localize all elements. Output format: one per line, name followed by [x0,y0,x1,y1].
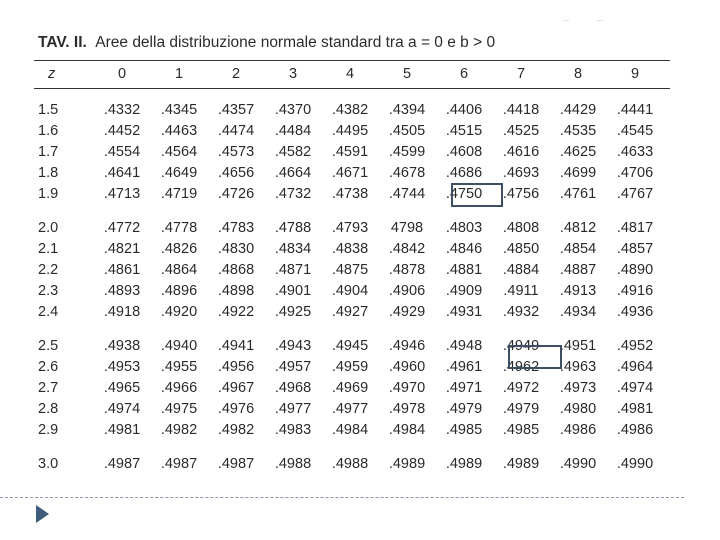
table-cell: .4977 [274,401,312,417]
column-header-8: 8 [573,66,583,82]
table-cell: .4974 [616,380,654,396]
z-value: 1.6 [38,123,59,139]
table-row [36,240,676,261]
table-cell: .4901 [274,283,312,299]
column-header-6: 6 [459,66,469,82]
table-cell: .4987 [103,456,141,472]
table-cell: .4881 [445,262,483,278]
table-cell: .4936 [616,304,654,320]
table-cell: .4984 [331,422,369,438]
table-cell: .4463 [160,123,198,139]
table-cell: .4949 [502,338,540,354]
table-cell: .4975 [160,401,198,417]
table-title-text: Aree della distribuzione normale standard tra a = 0 e b > 0 [95,34,496,51]
table-cell: .4783 [217,220,255,236]
table-cell: .4484 [274,123,312,139]
table-cell: .4966 [160,380,198,396]
table-row [36,455,676,476]
table-cell: .4706 [616,165,654,181]
table-cell: .4981 [103,422,141,438]
table-cell: .4951 [559,338,597,354]
z-value: 2.5 [38,338,59,354]
table-cell: .4970 [388,380,426,396]
table-cell: .4713 [103,186,141,202]
table-cell: .4345 [160,102,198,118]
table-cell: .4976 [217,401,255,417]
table-cell: .4983 [274,422,312,438]
table-cell: .4978 [388,401,426,417]
table-cell: .4564 [160,144,198,160]
table-cell: .4505 [388,123,426,139]
table-cell: .4973 [559,380,597,396]
table-cell: .4968 [274,380,312,396]
table-cell: .4967 [217,380,255,396]
table-cell: .4861 [103,262,141,278]
table-row [36,219,676,240]
table-cell: .4932 [502,304,540,320]
slide-divider-line [0,497,684,498]
table-cell: .4955 [160,359,198,375]
table-cell: .4772 [103,220,141,236]
table-cell: .4960 [388,359,426,375]
table-cell: .4406 [445,102,483,118]
table-cell: .4641 [103,165,141,181]
table-cell: .4726 [217,186,255,202]
table-cell: .4964 [616,359,654,375]
table-cell: .4875 [331,262,369,278]
table-cell: .4732 [274,186,312,202]
table-cell: .4943 [274,338,312,354]
table-cell: .4846 [445,241,483,257]
table-cell: .4850 [502,241,540,257]
table-cell: .4554 [103,144,141,160]
table-cell: .4916 [616,283,654,299]
table-cell: .4738 [331,186,369,202]
row-group [36,455,676,476]
table-body [36,101,676,476]
table-cell: .4988 [331,456,369,472]
normal-distribution-table [36,62,676,489]
highlight-box-z2.5-col7 [508,345,562,369]
table-cell: .4989 [502,456,540,472]
highlight-box-z1.9-col6 [451,183,503,207]
table-cell: .4656 [217,165,255,181]
table-cell: .4941 [217,338,255,354]
z-value: 2.4 [38,304,59,320]
table-cell: .4719 [160,186,198,202]
table-cell: .4452 [103,123,141,139]
table-cell: .4977 [331,401,369,417]
table-cell: .4987 [160,456,198,472]
table-cell: .4778 [160,220,198,236]
table-cell: .4495 [331,123,369,139]
table-row [36,379,676,400]
column-header-3: 3 [288,66,298,82]
table-cell: .4904 [331,283,369,299]
table-row [36,303,676,324]
table-cell: .4974 [103,401,141,417]
row-group [36,101,676,206]
table-cell: .4394 [388,102,426,118]
table-cell: .4982 [160,422,198,438]
table-title-lead: TAV. II. [38,34,87,51]
table-cell: .4535 [559,123,597,139]
table-cell: .4956 [217,359,255,375]
table-row [36,122,676,143]
table-cell: .4965 [103,380,141,396]
table-row [36,261,676,282]
z-value: 2.2 [38,262,59,278]
z-value: 3.0 [38,456,59,472]
z-column-header: z [48,66,56,82]
table-cell: .4854 [559,241,597,257]
table-cell: .4972 [502,380,540,396]
z-value: 2.7 [38,380,59,396]
table-cell: .4793 [331,220,369,236]
table-cell: .4938 [103,338,141,354]
table-cell: .4990 [559,456,597,472]
table-cell: .4920 [160,304,198,320]
z-value: 2.8 [38,401,59,417]
table-cell: .4842 [388,241,426,257]
table-cell: .4857 [616,241,654,257]
header-rule-top [34,60,670,61]
z-value: 1.5 [38,102,59,118]
table-cell: .4332 [103,102,141,118]
table-cell: .4922 [217,304,255,320]
table-cell: .4871 [274,262,312,278]
table-cell: .4838 [331,241,369,257]
table-cell: .4515 [445,123,483,139]
table-row [36,101,676,122]
table-cell: .4803 [445,220,483,236]
table-cell: .4788 [274,220,312,236]
table-cell: .4649 [160,165,198,181]
table-cell: .4357 [217,102,255,118]
table-cell: .4633 [616,144,654,160]
z-value: 2.9 [38,422,59,438]
table-cell: .4893 [103,283,141,299]
table-cell: .4671 [331,165,369,181]
table-cell: .4898 [217,283,255,299]
scan-marks [563,16,629,23]
table-cell: .4429 [559,102,597,118]
table-cell: .4821 [103,241,141,257]
table-cell: .4812 [559,220,597,236]
table-cell: .4884 [502,262,540,278]
table-cell: .4756 [502,186,540,202]
z-value: 2.1 [38,241,59,257]
z-value: 2.0 [38,220,59,236]
column-header-4: 4 [345,66,355,82]
table-row [36,421,676,442]
table-cell: .4984 [388,422,426,438]
table-cell: .4925 [274,304,312,320]
table-cell: .4599 [388,144,426,160]
table-cell: .4868 [217,262,255,278]
table-cell: .4573 [217,144,255,160]
column-header-2: 2 [231,66,241,82]
row-group [36,219,676,324]
table-cell: .4918 [103,304,141,320]
table-row [36,400,676,421]
table-cell: .4616 [502,144,540,160]
table-cell: .4957 [274,359,312,375]
table-row [36,185,676,206]
table-cell: .4945 [331,338,369,354]
column-header-0: 0 [117,66,127,82]
table-cell: .4834 [274,241,312,257]
table-cell: .4591 [331,144,369,160]
table-cell: .4979 [445,401,483,417]
table-cell: .4927 [331,304,369,320]
play-triangle-icon[interactable] [36,505,49,523]
table-row [36,282,676,303]
table-cell: .4969 [331,380,369,396]
table-row [36,143,676,164]
table-cell: .4608 [445,144,483,160]
table-cell: .4761 [559,186,597,202]
table-cell: .4931 [445,304,483,320]
z-value: 1.9 [38,186,59,202]
table-cell: .4382 [331,102,369,118]
table-cell: .4525 [502,123,540,139]
scan-mark: … [563,16,569,23]
table-cell: .4971 [445,380,483,396]
table-cell: .4750 [445,186,483,202]
table-cell: .4625 [559,144,597,160]
table-cell: .4981 [616,401,654,417]
table-cell: .4582 [274,144,312,160]
table-cell: .4940 [160,338,198,354]
table-cell: .4887 [559,262,597,278]
table-cell: .4990 [616,456,654,472]
column-header-9: 9 [630,66,640,82]
table-cell: .4982 [217,422,255,438]
table-cell: .4962 [502,359,540,375]
table-cell: .4946 [388,338,426,354]
z-value: 1.8 [38,165,59,181]
z-value: 2.6 [38,359,59,375]
table-cell: .4830 [217,241,255,257]
table-cell: .4441 [616,102,654,118]
table-cell: .4987 [217,456,255,472]
table-cell: .4808 [502,220,540,236]
table-cell: .4934 [559,304,597,320]
row-group [36,337,676,442]
table-cell: .4864 [160,262,198,278]
table-cell: .4913 [559,283,597,299]
table-cell: .4929 [388,304,426,320]
table-cell: .4979 [502,401,540,417]
table-cell: .4989 [388,456,426,472]
table-cell: .4826 [160,241,198,257]
table-cell: .4959 [331,359,369,375]
table-cell: 4798 [390,220,424,236]
table-cell: .4418 [502,102,540,118]
table-cell: .4545 [616,123,654,139]
table-cell: .4693 [502,165,540,181]
table-cell: .4370 [274,102,312,118]
scan-mark: … [596,16,603,23]
table-cell: .4678 [388,165,426,181]
table-cell: .4948 [445,338,483,354]
column-header-1: 1 [174,66,184,82]
table-cell: .4686 [445,165,483,181]
table-cell: .4699 [559,165,597,181]
table-row [36,358,676,379]
table-cell: .4474 [217,123,255,139]
table-cell: .4817 [616,220,654,236]
table-cell: .4985 [445,422,483,438]
z-value: 1.7 [38,144,59,160]
table-row [36,164,676,185]
z-value: 2.3 [38,283,59,299]
table-title [38,34,495,52]
table-cell: .4767 [616,186,654,202]
column-header-5: 5 [402,66,412,82]
table-row [36,337,676,358]
table-cell: .4980 [559,401,597,417]
table-cell: .4909 [445,283,483,299]
table-cell: .4952 [616,338,654,354]
table-cell: .4963 [559,359,597,375]
table-cell: .4961 [445,359,483,375]
table-cell: .4985 [502,422,540,438]
table-cell: .4986 [559,422,597,438]
table-cell: .4744 [388,186,426,202]
table-cell: .4986 [616,422,654,438]
table-cell: .4906 [388,283,426,299]
table-cell: .4664 [274,165,312,181]
table-cell: .4988 [274,456,312,472]
table-cell: .4911 [503,283,539,299]
table-cell: .4890 [616,262,654,278]
table-header-row [36,62,676,88]
table-cell: .4896 [160,283,198,299]
table-cell: .4878 [388,262,426,278]
table-cell: .4989 [445,456,483,472]
column-header-7: 7 [516,66,526,82]
table-cell: .4953 [103,359,141,375]
